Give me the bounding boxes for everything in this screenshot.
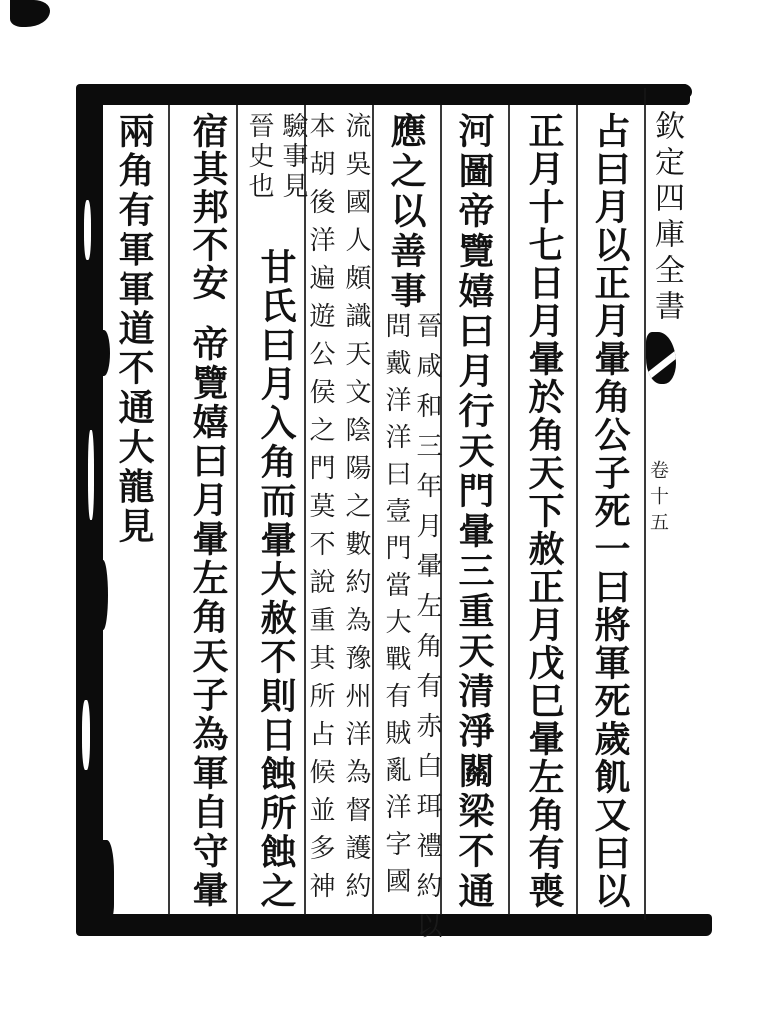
ink-blot-mark bbox=[646, 332, 676, 384]
border-white-streak bbox=[84, 200, 91, 260]
text-column-1: 占曰月以正月暈角公子死一曰將軍死歲飢又曰以 bbox=[589, 112, 631, 910]
text-column-7-head: 宿其邦不安 bbox=[187, 112, 229, 302]
annotation-line-left: 問戴洋洋曰壹門當大戰有賊亂洋字國 bbox=[381, 312, 411, 904]
scan-corner-blot bbox=[10, 0, 50, 27]
page-border-top-fragment bbox=[652, 84, 692, 98]
text-column-3: 河圖帝覽嬉曰月行天門暈三重天清淨關梁不通 bbox=[453, 112, 495, 912]
border-white-streak bbox=[88, 430, 94, 520]
volume-label: 卷十五 bbox=[647, 460, 669, 538]
text-column-6: 甘氏曰月入角而暈大赦不則日蝕所蝕之 bbox=[255, 248, 297, 911]
column-rule bbox=[168, 105, 170, 915]
annotation-line-right: 流吳國人頗識天文陰陽之數約為豫州洋為督護約 bbox=[341, 112, 371, 910]
column-rule bbox=[508, 105, 510, 915]
border-ink-bump bbox=[96, 840, 114, 920]
annotation-column-6 bbox=[240, 112, 310, 202]
text-column-2: 正月十七日月暈於角天下赦正月戊巳暈左角有喪 bbox=[523, 112, 565, 910]
border-ink-bump bbox=[98, 560, 108, 630]
ink-blot-slash bbox=[646, 342, 676, 381]
annotation-column-5 bbox=[302, 112, 374, 910]
banxin-title: 欽定四庫全書 bbox=[649, 110, 684, 326]
page-border-top bbox=[78, 84, 690, 105]
column-rule bbox=[236, 105, 238, 915]
annotation-line-right: 晉咸和三年月暈左角有赤白珥禮約以 bbox=[412, 312, 442, 952]
annotation-line-left: 本胡後洋遍遊公侯之門莫不說重其所占候並多神 bbox=[305, 112, 335, 910]
annotation-line-left: 晉史也 bbox=[244, 112, 274, 202]
text-column-4-head: 應之以善事 bbox=[385, 112, 427, 312]
border-white-streak bbox=[82, 700, 90, 770]
text-column-7: 帝覽嬉曰月暈左角天子為軍自守暈 bbox=[187, 325, 229, 910]
annotation-column-4 bbox=[378, 312, 442, 952]
text-column-8: 兩角有軍軍道不通大龍見 bbox=[113, 112, 155, 547]
column-rule bbox=[576, 105, 578, 915]
annotation-line-right: 驗事見 bbox=[278, 112, 308, 202]
border-ink-bump bbox=[98, 330, 110, 376]
